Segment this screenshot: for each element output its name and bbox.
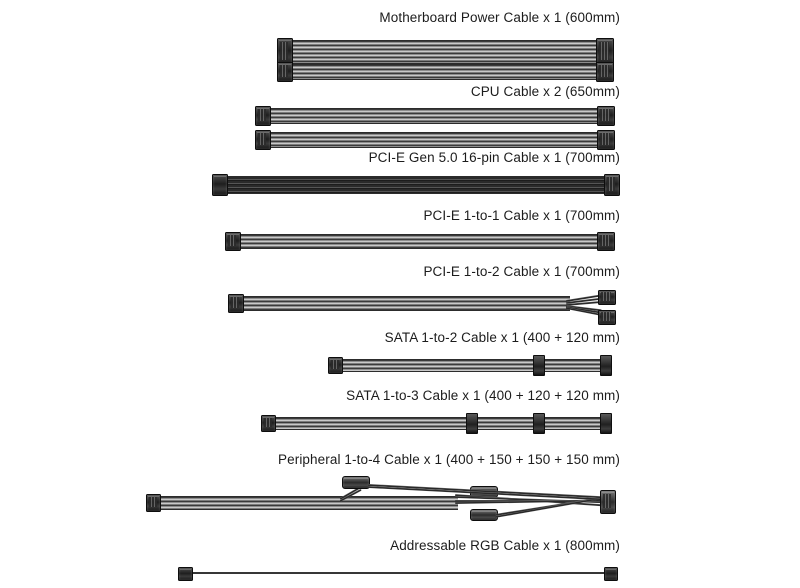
- ribbon-segment: [237, 234, 599, 249]
- cable-group-cpu: [0, 84, 800, 154]
- cable-group-pcie-1to1: [0, 208, 800, 266]
- cable-label-addressable-rgb: Addressable RGB Cable x 1 (800mm): [390, 538, 620, 553]
- cable-label-pcie-1to1: PCI-E 1-to-1 Cable x 1 (700mm): [423, 208, 620, 223]
- connector-pins: [599, 65, 609, 77]
- connector-pins: [231, 297, 239, 308]
- connector-pins: [601, 292, 611, 301]
- connector-pins: [607, 177, 615, 191]
- cable-illustration-motherboard-power: [0, 36, 800, 90]
- connector-pins: [331, 360, 339, 369]
- connector-sata-3: [600, 413, 612, 434]
- cable-group-addressable-rgb: [0, 538, 800, 588]
- ribbon-segment: [340, 359, 604, 372]
- ribbon-segment: [288, 64, 598, 80]
- ribbon-segment: [268, 108, 598, 124]
- cable-illustration-sata-1to2: [0, 354, 800, 386]
- connector-sata-2: [533, 413, 545, 434]
- cable-group-peripheral-1to4: [0, 452, 800, 536]
- cable-illustration-pcie-1to2: [0, 286, 800, 332]
- connector-pins: [601, 312, 611, 321]
- flat-cable-segment: [222, 176, 612, 194]
- connector-pins: [600, 235, 610, 246]
- cable-label-pcie-1to2: PCI-E 1-to-2 Cable x 1 (700mm): [423, 264, 620, 279]
- cable-label-sata-1to2: SATA 1-to-2 Cable x 1 (400 + 120 mm): [384, 330, 620, 345]
- cable-label-sata-1to3: SATA 1-to-3 Cable x 1 (400 + 120 + 120 mm): [346, 388, 620, 403]
- argb-wire: [190, 572, 608, 574]
- cable-label-cpu: CPU Cable x 2 (650mm): [470, 84, 620, 99]
- ribbon-segment: [158, 496, 458, 510]
- ribbon-segment: [240, 296, 570, 311]
- connector-sata-1: [533, 355, 545, 376]
- cable-group-pcie-1to2: [0, 264, 800, 334]
- connector-pins: [280, 65, 288, 77]
- cable-label-peripheral-1to4: Peripheral 1-to-4 Cable x 1 (400 + 150 + 150 + 150 mm): [278, 452, 620, 467]
- connector-pins: [228, 235, 236, 246]
- cable-illustration-cpu: [0, 106, 800, 154]
- connector-pins: [264, 418, 272, 427]
- connector-argb-left: [178, 567, 193, 581]
- connector-pins: [280, 42, 288, 60]
- connector-pins: [599, 42, 609, 60]
- connector-sata-2: [600, 355, 612, 376]
- cable-label-pcie-gen5: PCI-E Gen 5.0 16-pin Cable x 1 (700mm): [368, 150, 620, 165]
- ribbon-segment: [268, 132, 598, 148]
- cable-group-sata-1to2: [0, 330, 800, 388]
- cable-group-pcie-gen5: [0, 150, 800, 210]
- cable-group-sata-1to3: [0, 388, 800, 450]
- connector-molex-3: [470, 509, 498, 521]
- cable-illustration-peripheral-1to4: [0, 476, 800, 534]
- connector-16pin-left: [212, 174, 228, 196]
- connector-molex-1: [342, 476, 370, 489]
- connector-argb-right: [604, 567, 618, 581]
- cable-illustration-pcie-1to1: [0, 230, 800, 264]
- ribbon-segment: [288, 40, 598, 64]
- connector-pins: [149, 497, 157, 507]
- connector-pins: [603, 494, 611, 508]
- connector-pins: [600, 109, 610, 121]
- cable-illustration-sata-1to3: [0, 412, 800, 446]
- connector-pins: [258, 109, 266, 121]
- connector-pins: [600, 133, 610, 145]
- cable-group-motherboard-power: [0, 10, 800, 90]
- cable-illustration-pcie-gen5: [0, 172, 800, 208]
- cable-illustration-addressable-rgb: [0, 562, 800, 586]
- connector-sata-1: [466, 413, 478, 434]
- connector-pins: [258, 133, 266, 145]
- cable-label-motherboard-power: Motherboard Power Cable x 1 (600mm): [379, 10, 620, 25]
- ribbon-segment: [273, 417, 604, 430]
